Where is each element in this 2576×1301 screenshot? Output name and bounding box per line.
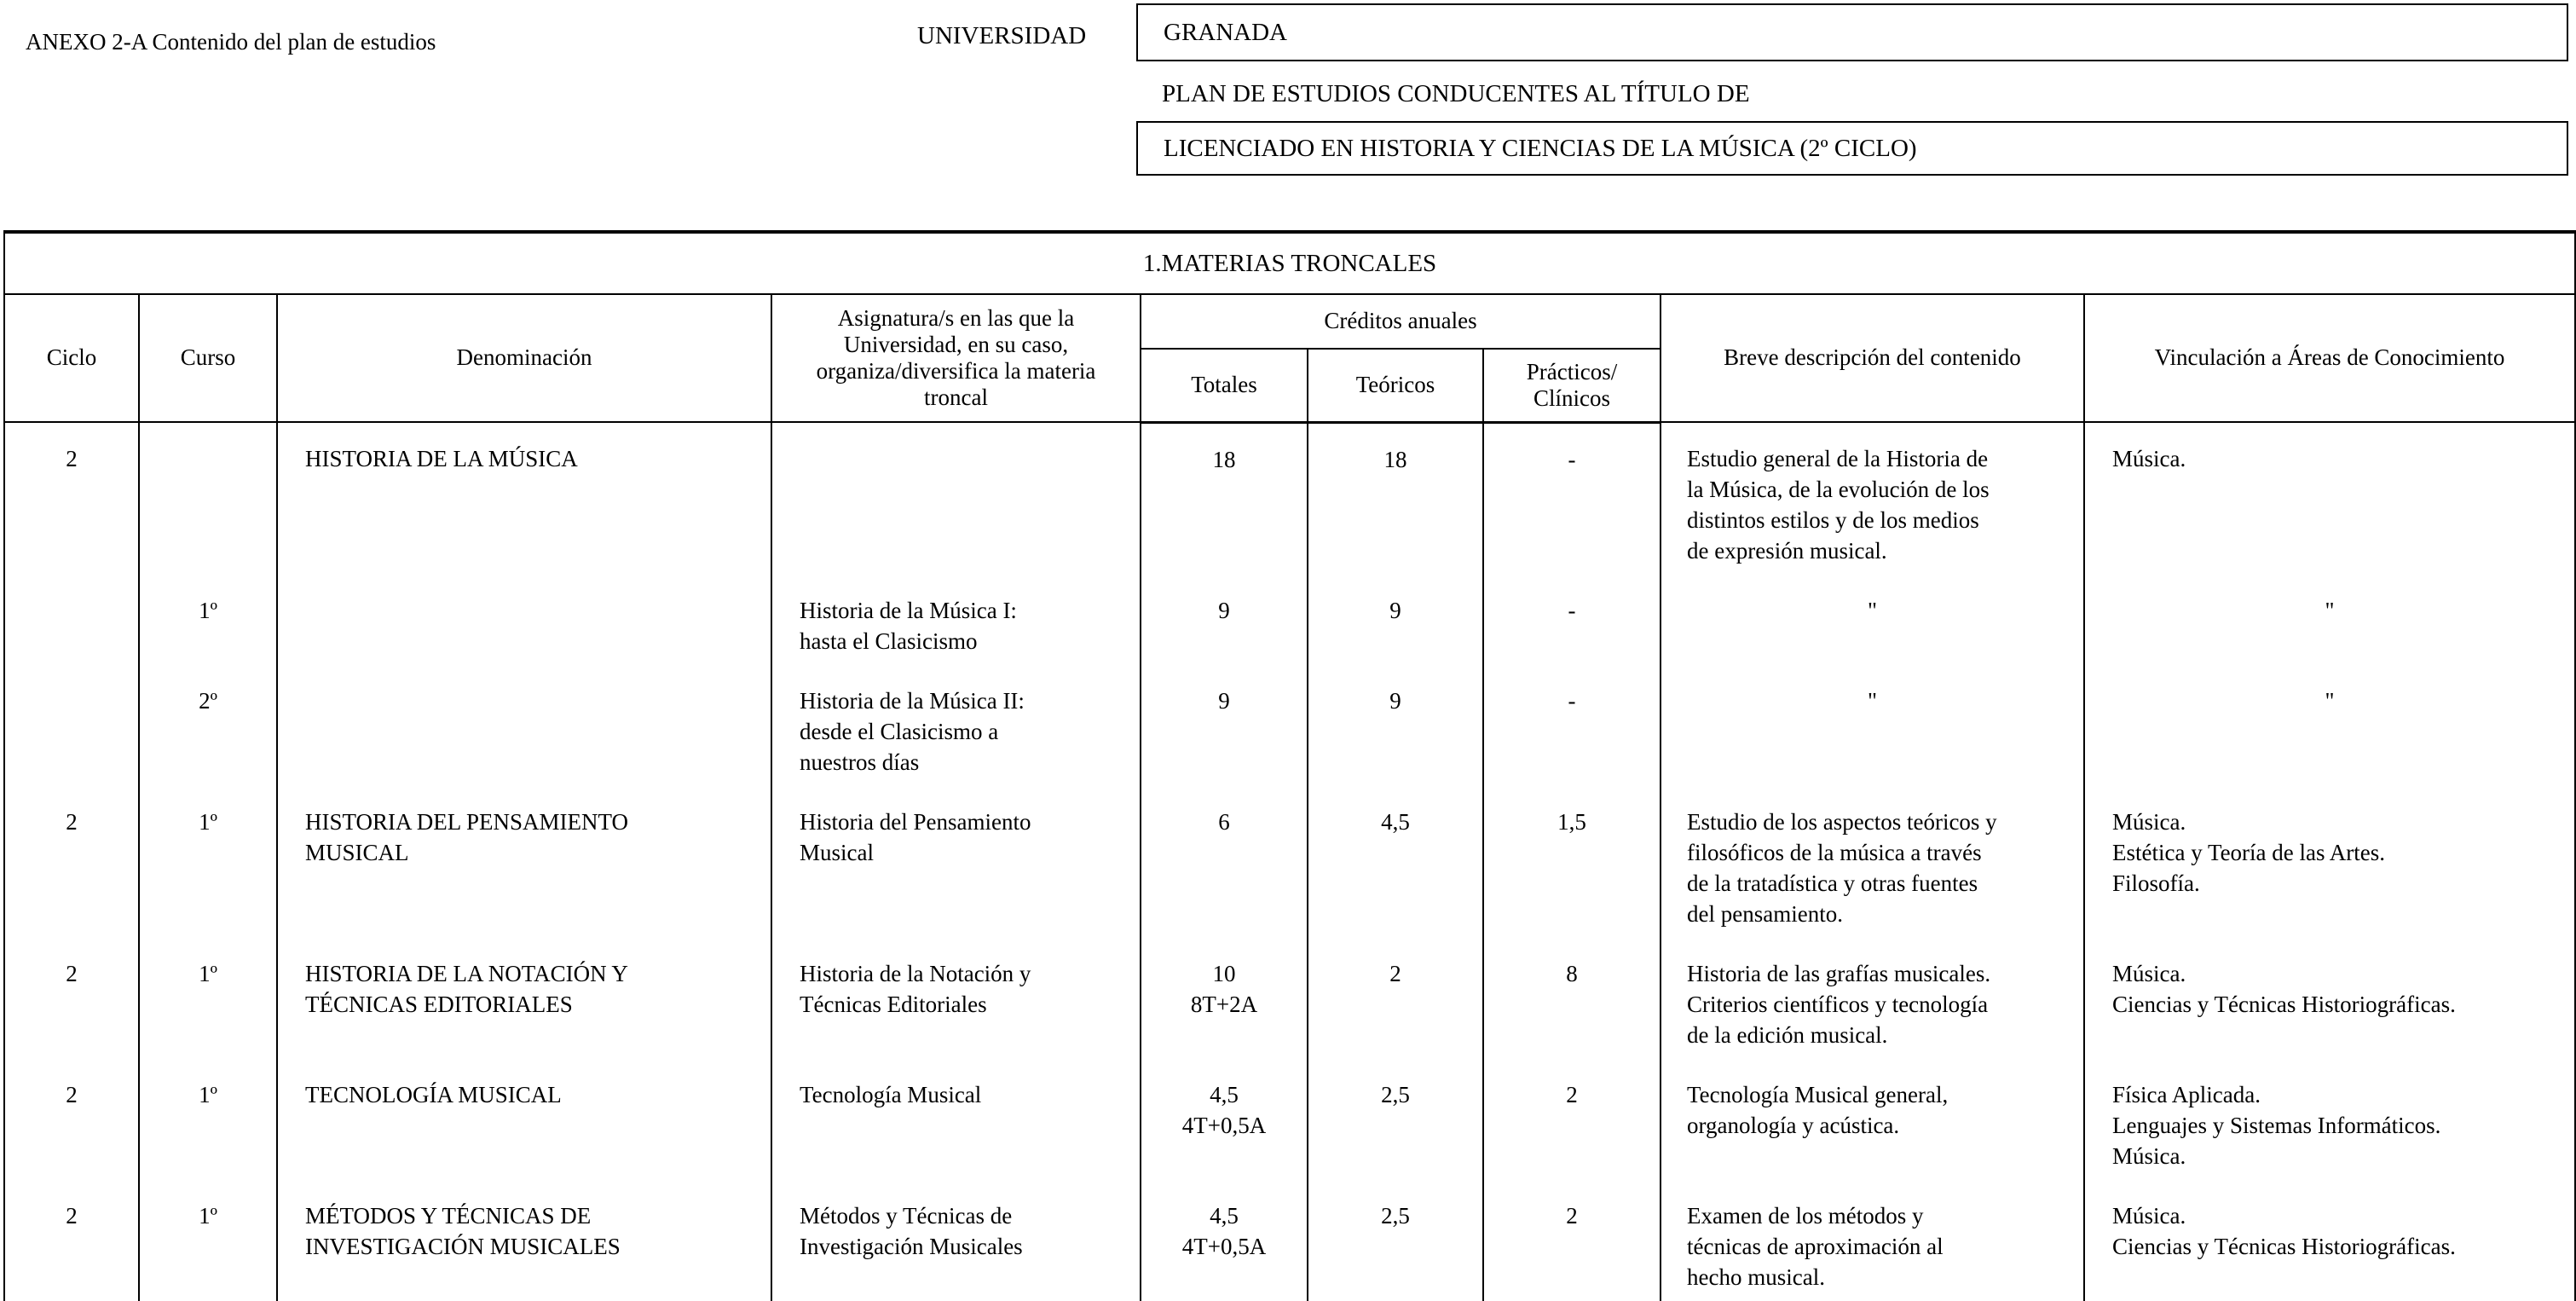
cell-areas bbox=[2084, 575, 2575, 665]
cell-areas bbox=[2084, 1180, 2575, 1301]
cell-ciclo bbox=[4, 938, 139, 1059]
cell-areas-content bbox=[2085, 938, 2574, 1028]
cell-areas-content bbox=[2085, 575, 2574, 634]
cell-denominacion-content bbox=[278, 665, 771, 694]
cell-asignatura-line: Historia de la Música I: bbox=[800, 598, 1017, 623]
cell-practicos bbox=[1483, 1059, 1661, 1180]
cell-ciclo-value: 2 bbox=[66, 809, 78, 835]
cell-denominacion-content bbox=[278, 1059, 771, 1119]
cell-denominacion bbox=[277, 575, 771, 665]
university-value: GRANADA bbox=[1164, 18, 1287, 46]
cell-ciclo-value: 2 bbox=[66, 961, 78, 986]
table-row bbox=[4, 422, 2575, 575]
table-row bbox=[4, 1180, 2575, 1301]
cell-totales bbox=[1141, 1180, 1308, 1301]
cell-curso-value: 1º bbox=[199, 1203, 217, 1229]
cell-curso bbox=[139, 575, 277, 665]
cell-asignatura bbox=[771, 1180, 1141, 1301]
cell-asignatura-line: Historia de la Notación y bbox=[800, 961, 1031, 986]
cell-practicos bbox=[1483, 786, 1661, 938]
cell-curso-content bbox=[140, 665, 276, 725]
cell-descripcion bbox=[1661, 422, 2084, 575]
cell-teoricos-value: 9 bbox=[1389, 598, 1401, 623]
cell-denominacion bbox=[277, 938, 771, 1059]
cell-areas bbox=[2084, 786, 2575, 938]
cell-teoricos bbox=[1308, 786, 1483, 938]
cell-descripcion-line: organología y acústica. bbox=[1687, 1113, 1900, 1138]
cell-totales bbox=[1141, 786, 1308, 938]
cell-areas-line: Filosofía. bbox=[2112, 870, 2200, 896]
table-body bbox=[4, 422, 2575, 1301]
cell-teoricos-value: 2 bbox=[1389, 961, 1401, 986]
cell-curso-content bbox=[140, 1180, 276, 1240]
cell-areas-line: Música. bbox=[2112, 961, 2186, 986]
cell-totales-content bbox=[1141, 1059, 1307, 1149]
cell-asignatura-content bbox=[772, 1059, 1140, 1119]
cell-teoricos bbox=[1308, 422, 1483, 575]
plan-label: PLAN DE ESTUDIOS CONDUCENTES AL TÍTULO DE bbox=[1162, 79, 1750, 107]
cell-areas-content bbox=[2085, 423, 2574, 483]
cell-descripcion-line: " bbox=[1867, 688, 1878, 714]
cell-descripcion-content bbox=[1661, 665, 2083, 725]
cell-practicos-content bbox=[1484, 575, 1660, 634]
cell-denominacion bbox=[277, 665, 771, 786]
cell-ciclo-value: 2 bbox=[66, 1082, 78, 1107]
cell-teoricos-content bbox=[1308, 938, 1482, 997]
cell-descripcion-line: técnicas de aproximación al bbox=[1687, 1234, 1944, 1259]
cell-totales bbox=[1141, 422, 1308, 575]
cell-practicos bbox=[1483, 1180, 1661, 1301]
cell-totales-line: 4T+0,5A bbox=[1181, 1234, 1267, 1259]
cell-descripcion bbox=[1661, 938, 2084, 1059]
cell-areas-line: Lenguajes y Sistemas Informáticos. bbox=[2112, 1113, 2441, 1138]
cell-denominacion bbox=[277, 786, 771, 938]
cell-curso bbox=[139, 786, 277, 938]
cell-denominacion bbox=[277, 422, 771, 575]
header-descripcion: Breve descripción del contenido bbox=[1661, 294, 2084, 422]
cell-ciclo bbox=[4, 1059, 139, 1180]
cell-asignatura-content bbox=[772, 665, 1140, 786]
table-row bbox=[4, 938, 2575, 1059]
cell-areas-line: Física Aplicada. bbox=[2112, 1082, 2261, 1107]
cell-areas-line: Ciencias y Técnicas Historiográficas. bbox=[2112, 1234, 2456, 1259]
cell-asignatura-content bbox=[772, 575, 1140, 665]
cell-areas bbox=[2084, 665, 2575, 786]
cell-asignatura-content bbox=[772, 786, 1140, 876]
cell-descripcion-line: Examen de los métodos y bbox=[1687, 1203, 1924, 1229]
cell-descripcion-line: Criterios científicos y tecnología bbox=[1687, 992, 1989, 1017]
cell-ciclo-content bbox=[5, 575, 138, 604]
cell-areas-line: Música. bbox=[2112, 809, 2186, 835]
cell-ciclo-content bbox=[5, 786, 138, 846]
cell-asignatura bbox=[771, 665, 1141, 786]
cell-totales-line: 6 bbox=[1218, 809, 1230, 835]
cell-descripcion-content bbox=[1661, 938, 2083, 1059]
degree-title: LICENCIADO EN HISTORIA Y CIENCIAS DE LA MÚSICA (2º CICLO) bbox=[1164, 134, 1917, 162]
cell-teoricos-content bbox=[1308, 665, 1482, 725]
cell-denominacion-line: HISTORIA DEL PENSAMIENTO bbox=[305, 809, 629, 835]
cell-practicos-value: 8 bbox=[1566, 961, 1578, 986]
cell-ciclo-content bbox=[5, 665, 138, 694]
cell-areas-content bbox=[2085, 786, 2574, 907]
cell-asignatura bbox=[771, 786, 1141, 938]
cell-totales-line: 18 bbox=[1212, 446, 1236, 472]
cell-descripcion bbox=[1661, 665, 2084, 786]
cell-teoricos-value: 2,5 bbox=[1381, 1203, 1410, 1229]
cell-teoricos-content bbox=[1308, 1059, 1482, 1119]
cell-practicos bbox=[1483, 575, 1661, 665]
cell-ciclo-value: 2 bbox=[66, 1203, 78, 1229]
cell-asignatura-line: nuestros días bbox=[800, 749, 920, 775]
cell-denominacion bbox=[277, 1180, 771, 1301]
cell-teoricos-content bbox=[1308, 786, 1482, 846]
header-curso: Curso bbox=[139, 294, 277, 422]
cell-denominacion-content bbox=[278, 938, 771, 1028]
cell-descripcion-content bbox=[1661, 1059, 2083, 1149]
cell-teoricos-value: 2,5 bbox=[1381, 1082, 1410, 1107]
cell-asignatura bbox=[771, 575, 1141, 665]
header-denominacion: Denominación bbox=[277, 294, 771, 422]
header-creditos: Créditos anuales bbox=[1141, 294, 1661, 349]
annex-title: ANEXO 2-A Contenido del plan de estudios bbox=[26, 29, 436, 55]
cell-descripcion-line: Tecnología Musical general, bbox=[1687, 1082, 1949, 1107]
cell-descripcion bbox=[1661, 575, 2084, 665]
cell-practicos bbox=[1483, 938, 1661, 1059]
subjects-table bbox=[3, 230, 2576, 1301]
cell-curso bbox=[139, 1059, 277, 1180]
table-row bbox=[4, 1059, 2575, 1180]
cell-areas bbox=[2084, 422, 2575, 575]
cell-totales-line: 4,5 bbox=[1210, 1203, 1239, 1229]
cell-descripcion-line: Estudio general de la Historia de bbox=[1687, 446, 1989, 471]
cell-denominacion-content bbox=[278, 575, 771, 604]
cell-curso bbox=[139, 938, 277, 1059]
cell-totales-line: 10 bbox=[1212, 961, 1236, 986]
cell-curso-value: 1º bbox=[199, 1082, 217, 1107]
table-row bbox=[4, 575, 2575, 665]
cell-asignatura-content bbox=[772, 938, 1140, 1028]
cell-totales-line: 8T+2A bbox=[1190, 992, 1258, 1017]
cell-asignatura bbox=[771, 422, 1141, 575]
cell-teoricos-value: 18 bbox=[1383, 446, 1407, 472]
cell-practicos-value: - bbox=[1568, 446, 1576, 472]
cell-teoricos-content bbox=[1308, 424, 1482, 483]
university-label: UNIVERSIDAD bbox=[917, 22, 1087, 49]
plan-label-field bbox=[1136, 68, 2568, 119]
cell-descripcion-line: hecho musical. bbox=[1687, 1264, 1825, 1290]
cell-practicos-value: - bbox=[1568, 598, 1576, 623]
cell-asignatura-line: Tecnología Musical bbox=[800, 1082, 982, 1107]
cell-teoricos bbox=[1308, 1180, 1483, 1301]
cell-ciclo-content bbox=[5, 1180, 138, 1240]
cell-ciclo bbox=[4, 665, 139, 786]
cell-areas-content bbox=[2085, 665, 2574, 725]
cell-totales-content bbox=[1141, 938, 1307, 1028]
cell-areas-content bbox=[2085, 1059, 2574, 1180]
cell-curso bbox=[139, 665, 277, 786]
cell-totales-content bbox=[1141, 786, 1307, 846]
cell-teoricos-content bbox=[1308, 1180, 1482, 1240]
cell-practicos-content bbox=[1484, 1180, 1660, 1240]
cell-totales-line: 9 bbox=[1218, 688, 1230, 714]
cell-descripcion-content bbox=[1661, 575, 2083, 634]
cell-asignatura-line: hasta el Clasicismo bbox=[800, 628, 978, 654]
cell-curso-content bbox=[140, 1059, 276, 1119]
cell-denominacion-line: MUSICAL bbox=[305, 840, 409, 865]
cell-denominacion-content bbox=[278, 1180, 771, 1270]
cell-totales-content bbox=[1141, 575, 1307, 634]
table-row bbox=[4, 665, 2575, 786]
cell-totales-content bbox=[1141, 665, 1307, 725]
cell-totales bbox=[1141, 665, 1308, 786]
header-totales: Totales bbox=[1141, 349, 1308, 422]
table-title: 1.MATERIAS TRONCALES bbox=[4, 232, 2575, 294]
cell-areas bbox=[2084, 1059, 2575, 1180]
cell-descripcion-line: " bbox=[1867, 598, 1878, 623]
cell-curso-value: 1º bbox=[199, 809, 217, 835]
cell-ciclo-content bbox=[5, 1059, 138, 1119]
cell-denominacion-content bbox=[278, 423, 771, 483]
cell-descripcion-line: la Música, de la evolución de los bbox=[1687, 477, 1990, 502]
cell-ciclo-content bbox=[5, 423, 138, 483]
cell-curso-value: 1º bbox=[199, 598, 217, 623]
cell-teoricos bbox=[1308, 1059, 1483, 1180]
cell-totales-content bbox=[1141, 424, 1307, 483]
cell-practicos bbox=[1483, 665, 1661, 786]
cell-descripcion-line: filosóficos de la música a través bbox=[1687, 840, 1982, 865]
header-areas: Vinculación a Áreas de Conocimiento bbox=[2084, 294, 2575, 422]
cell-ciclo bbox=[4, 1180, 139, 1301]
cell-teoricos-value: 9 bbox=[1389, 688, 1401, 714]
cell-ciclo bbox=[4, 422, 139, 575]
cell-areas-line: " bbox=[2325, 688, 2335, 714]
cell-descripcion-content bbox=[1661, 786, 2083, 938]
cell-practicos-content bbox=[1484, 665, 1660, 725]
cell-teoricos-value: 4,5 bbox=[1381, 809, 1410, 835]
cell-areas-line: Estética y Teoría de las Artes. bbox=[2112, 840, 2386, 865]
cell-practicos-content bbox=[1484, 424, 1660, 483]
cell-asignatura-line: Historia de la Música II: bbox=[800, 688, 1025, 714]
cell-ciclo-value: 2 bbox=[66, 446, 78, 471]
cell-denominacion-line: TECNOLOGÍA MUSICAL bbox=[305, 1082, 562, 1107]
cell-descripcion-line: de la tratadística y otras fuentes bbox=[1687, 870, 1978, 896]
cell-asignatura bbox=[771, 938, 1141, 1059]
cell-descripcion bbox=[1661, 786, 2084, 938]
cell-ciclo bbox=[4, 575, 139, 665]
cell-practicos-value: 2 bbox=[1566, 1082, 1578, 1107]
cell-totales bbox=[1141, 938, 1308, 1059]
cell-teoricos bbox=[1308, 938, 1483, 1059]
cell-descripcion bbox=[1661, 1180, 2084, 1301]
cell-areas-content bbox=[2085, 1180, 2574, 1270]
cell-practicos-value: - bbox=[1568, 688, 1576, 714]
cell-practicos-content bbox=[1484, 1059, 1660, 1119]
cell-totales-content bbox=[1141, 1180, 1307, 1270]
cell-practicos-value: 2 bbox=[1566, 1203, 1578, 1229]
cell-curso bbox=[139, 422, 277, 575]
cell-totales bbox=[1141, 575, 1308, 665]
cell-asignatura-line: Métodos y Técnicas de bbox=[800, 1203, 1013, 1229]
cell-asignatura bbox=[771, 1059, 1141, 1180]
cell-ciclo bbox=[4, 786, 139, 938]
cell-practicos-value: 1,5 bbox=[1557, 809, 1586, 835]
cell-asignatura-line: Técnicas Editoriales bbox=[800, 992, 987, 1017]
cell-descripcion-line: de expresión musical. bbox=[1687, 538, 1887, 564]
cell-denominacion-line: TÉCNICAS EDITORIALES bbox=[305, 992, 573, 1017]
cell-areas-line: Música. bbox=[2112, 446, 2186, 471]
cell-asignatura-line: desde el Clasicismo a bbox=[800, 719, 999, 744]
cell-denominacion-line: MÉTODOS Y TÉCNICAS DE bbox=[305, 1203, 592, 1229]
cell-curso-content bbox=[140, 786, 276, 846]
cell-asignatura-line: Musical bbox=[800, 840, 874, 865]
cell-teoricos bbox=[1308, 575, 1483, 665]
header-practicos: Prácticos/ Clínicos bbox=[1483, 349, 1661, 422]
cell-curso-value: 1º bbox=[199, 961, 217, 986]
cell-areas-line: Ciencias y Técnicas Historiográficas. bbox=[2112, 992, 2456, 1017]
cell-descripcion-content bbox=[1661, 1180, 2083, 1301]
cell-curso-content bbox=[140, 575, 276, 634]
cell-descripcion-line: distintos estilos y de los medios bbox=[1687, 507, 1979, 533]
cell-curso-content bbox=[140, 938, 276, 997]
degree-field bbox=[1136, 121, 2568, 176]
header-teoricos: Teóricos bbox=[1308, 349, 1483, 422]
cell-denominacion-line: HISTORIA DE LA MÚSICA bbox=[305, 446, 578, 471]
header-ciclo: Ciclo bbox=[4, 294, 139, 422]
table-row bbox=[4, 786, 2575, 938]
cell-descripcion-line: Historia de las grafías musicales. bbox=[1687, 961, 1991, 986]
cell-practicos-content bbox=[1484, 938, 1660, 997]
cell-practicos bbox=[1483, 422, 1661, 575]
cell-curso bbox=[139, 1180, 277, 1301]
cell-ciclo-content bbox=[5, 938, 138, 997]
cell-totales bbox=[1141, 1059, 1308, 1180]
cell-denominacion-content bbox=[278, 786, 771, 876]
cell-totales-line: 4T+0,5A bbox=[1181, 1113, 1267, 1138]
cell-descripcion-line: de la edición musical. bbox=[1687, 1022, 1888, 1048]
cell-asignatura-line: Historia del Pensamiento bbox=[800, 809, 1031, 835]
cell-descripcion-line: del pensamiento. bbox=[1687, 901, 1843, 927]
cell-descripcion bbox=[1661, 1059, 2084, 1180]
cell-areas-line: " bbox=[2325, 598, 2335, 623]
university-field bbox=[1136, 3, 2568, 61]
cell-curso-value: 2º bbox=[199, 688, 217, 714]
cell-totales-line: 9 bbox=[1218, 598, 1230, 623]
cell-asignatura-content bbox=[772, 1180, 1140, 1270]
cell-areas-line: Música. bbox=[2112, 1203, 2186, 1229]
cell-descripcion-line: Estudio de los aspectos teóricos y bbox=[1687, 809, 1997, 835]
cell-totales-line: 4,5 bbox=[1210, 1082, 1239, 1107]
cell-teoricos bbox=[1308, 665, 1483, 786]
cell-descripcion-content bbox=[1661, 423, 2083, 575]
cell-areas-line: Música. bbox=[2112, 1143, 2186, 1169]
cell-denominacion-line: HISTORIA DE LA NOTACIÓN Y bbox=[305, 961, 628, 986]
cell-teoricos-content bbox=[1308, 575, 1482, 634]
header-asignatura: Asignatura/s en las que la Universidad, en su caso, organiza/diversifica la materia troncal bbox=[771, 294, 1141, 422]
cell-denominacion bbox=[277, 1059, 771, 1180]
cell-denominacion-line: INVESTIGACIÓN MUSICALES bbox=[305, 1234, 621, 1259]
cell-areas bbox=[2084, 938, 2575, 1059]
cell-curso-content bbox=[140, 423, 276, 452]
cell-asignatura-line: Investigación Musicales bbox=[800, 1234, 1023, 1259]
cell-practicos-content bbox=[1484, 786, 1660, 846]
cell-asignatura-content bbox=[772, 423, 1140, 452]
